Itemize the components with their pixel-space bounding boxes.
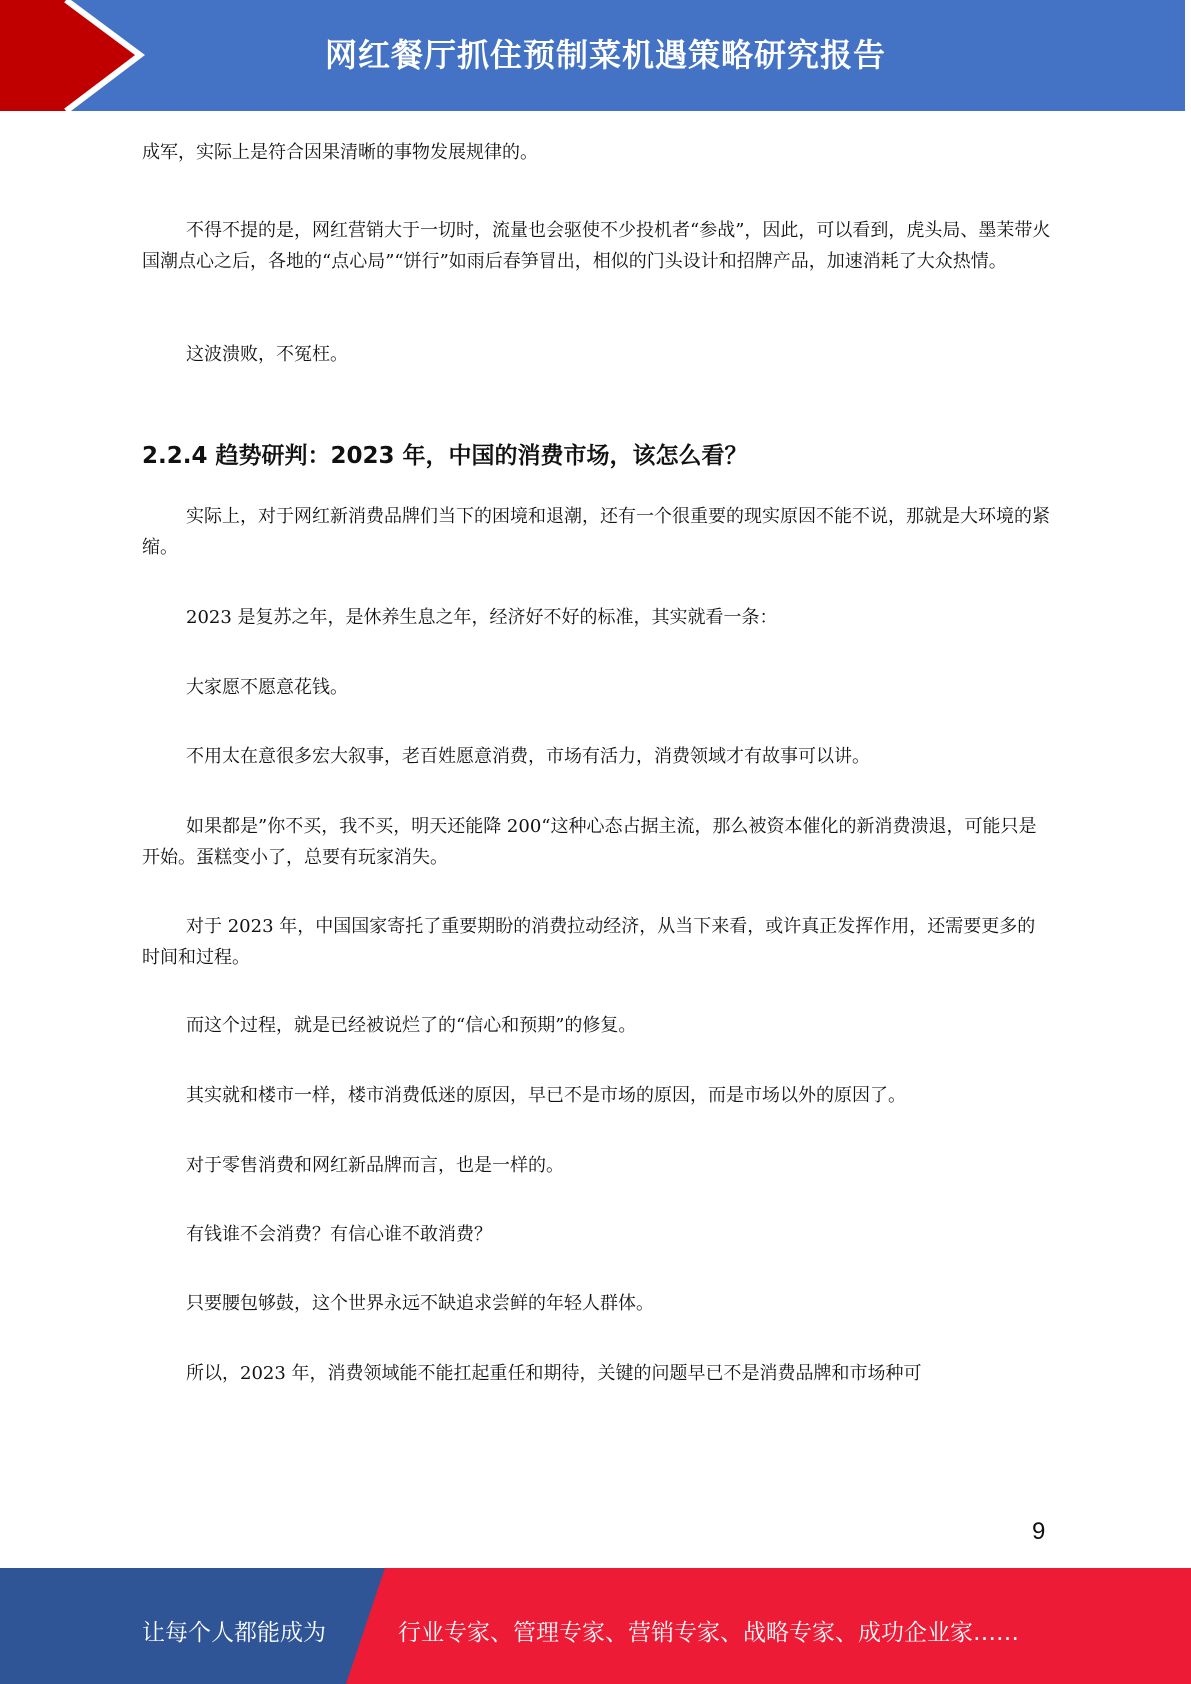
section-heading: 2.2.4 趋势研判：2023 年，中国的消费市场，该怎么看？ — [142, 443, 748, 469]
paragraph: 所以，2023 年，消费领域能不能扛起重任和期待，关键的问题早已不是消费品牌和市场种可 — [186, 1363, 922, 1384]
footer-slogan-right: 行业专家、管理专家、营销专家、战略专家、成功企业家…… — [398, 1620, 1019, 1646]
paragraph: 成军，实际上是符合因果清晰的事物发展规律的。 — [142, 142, 538, 163]
footer-slogan-left: 让每个人都能成为 — [142, 1620, 326, 1646]
paragraph: 这波溃败，不冤枉。 — [186, 344, 348, 365]
paragraph: 如果都是”你不买，我不买，明天还能降 200“这种心态占据主流，那么被资本催化的新消费溃退，可能只是开始。蛋糕变小了，总要有玩家消失。 — [142, 816, 1037, 868]
paragraph: 有钱谁不会消费？有信心谁不敢消费？ — [186, 1224, 492, 1245]
paragraph: 只要腰包够鼓，这个世界永远不缺追求尝鲜的年轻人群体。 — [186, 1293, 654, 1314]
paragraph: 大家愿不愿意花钱。 — [186, 677, 348, 698]
paragraph: 而这个过程，就是已经被说烂了的“信心和预期”的修复。 — [186, 1015, 637, 1036]
paragraph: 对于零售消费和网红新品牌而言，也是一样的。 — [186, 1155, 564, 1176]
paragraph: 实际上，对于网红新消费品牌们当下的困境和退潮，还有一个很重要的现实原因不能不说，那就是大环境的紧缩。 — [142, 506, 1050, 558]
paragraph: 不得不提的是，网红营销大于一切时，流量也会驱使不少投机者“参战”，因此，可以看到，虎头局、墨茉带火国潮点心之后，各地的“点心局”“饼行”如雨后春笋冒出，相似的门头设计和招牌产品，加速消耗了大众热情。 — [142, 220, 1051, 272]
paragraph: 其实就和楼市一样，楼市消费低迷的原因，早已不是市场的原因，而是市场以外的原因了。 — [186, 1085, 906, 1106]
report-title: 网红餐厅抓住预制菜机遇策略研究报告 — [324, 36, 886, 74]
paragraph: 2023 是复苏之年，是休养生息之年，经济好不好的标准，其实就看一条： — [186, 607, 778, 628]
paragraph: 不用太在意很多宏大叙事，老百姓愿意消费，市场有活力，消费领域才有故事可以讲。 — [186, 746, 870, 767]
paragraph: 对于 2023 年，中国国家寄托了重要期盼的消费拉动经济，从当下来看，或许真正发挥作用，还需要更多的时间和过程。 — [142, 916, 1036, 968]
page-number: 9 — [1032, 1518, 1046, 1545]
